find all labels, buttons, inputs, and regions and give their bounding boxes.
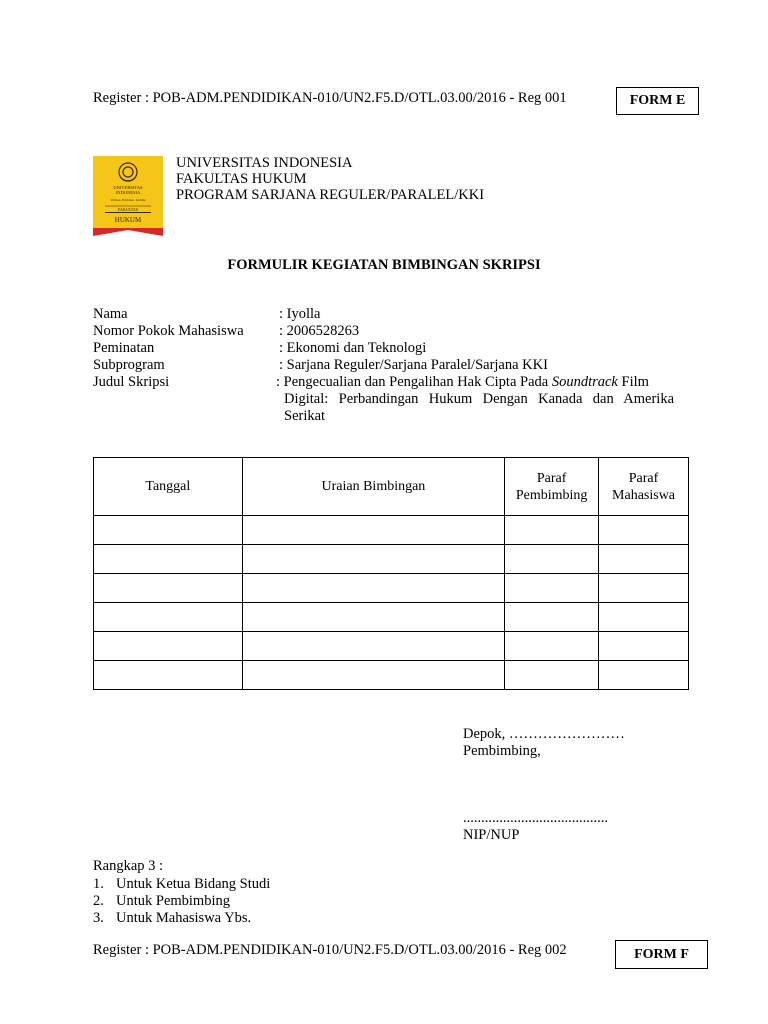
faculty-name: FAKULTAS HUKUM (176, 171, 307, 187)
form-title: FORMULIR KEGIATAN BIMBINGAN SKRIPSI (227, 257, 541, 273)
cell-uraian[interactable] (242, 545, 504, 574)
cell-paraf-pembimbing[interactable] (505, 574, 599, 603)
cell-uraian[interactable] (242, 574, 504, 603)
register-footer: Register : POB-ADM.PENDIDIKAN-010/UN2.F5.D/OTL.03.00/2016 - Reg 002 (93, 942, 567, 958)
form-f-label: FORM F (634, 946, 689, 962)
cell-paraf-mahasiswa[interactable] (599, 632, 689, 661)
program-name: PROGRAM SARJANA REGULER/PARALEL/KKI (176, 187, 485, 203)
field-label-nama: Nama (93, 306, 128, 322)
table-row (94, 603, 689, 632)
field-value-nama: : Iyolla (279, 306, 321, 322)
signature-line: ........................................ (463, 810, 608, 826)
header-paraf-pembimbing: Paraf Pembimbing (505, 458, 599, 516)
field-label-judul: Judul Skripsi (93, 374, 170, 390)
judul-line-3: Serikat (284, 408, 326, 424)
logo-motto: Veritas, Probitas, Iustitia (110, 198, 146, 202)
cell-tanggal[interactable] (94, 632, 243, 661)
guidance-table (93, 457, 689, 690)
university-logo (93, 156, 163, 236)
cell-paraf-mahasiswa[interactable] (599, 516, 689, 545)
cell-tanggal[interactable] (94, 545, 243, 574)
cell-paraf-pembimbing[interactable] (505, 516, 599, 545)
cell-paraf-pembimbing[interactable] (505, 632, 599, 661)
cell-tanggal[interactable] (94, 574, 243, 603)
list-item: 3. Untuk Mahasiswa Ybs. (93, 910, 252, 926)
table-row (94, 574, 689, 603)
header-paraf-mahasiswa: Paraf Mahasiswa (599, 458, 689, 516)
cell-uraian[interactable] (242, 603, 504, 632)
form-e-label: FORM E (629, 93, 686, 108)
cell-paraf-mahasiswa[interactable] (599, 661, 689, 690)
cell-tanggal[interactable] (94, 603, 243, 632)
table-row (94, 545, 689, 574)
cell-tanggal[interactable] (94, 516, 243, 545)
signature-place-date: Depok, …………………… (463, 726, 625, 742)
field-value-peminatan: : Ekonomi dan Teknologi (279, 340, 427, 356)
table-row (94, 632, 689, 661)
cell-paraf-mahasiswa[interactable] (599, 574, 689, 603)
institution-block (176, 155, 484, 203)
cell-paraf-pembimbing[interactable] (505, 545, 599, 574)
register-header: Register : POB-ADM.PENDIDIKAN-010/UN2.F5.D/OTL.03.00/2016 - Reg 001 (93, 90, 567, 106)
university-name: UNIVERSITAS INDONESIA (176, 155, 353, 171)
table-header-row (94, 458, 689, 516)
field-value-npm: : 2006528263 (279, 323, 360, 339)
cell-uraian[interactable] (242, 516, 504, 545)
cell-paraf-pembimbing[interactable] (505, 661, 599, 690)
field-value-subprogram: : Sarjana Reguler/Sarjana Paralel/Sarjana KKI (279, 357, 548, 373)
signature-nip-label: NIP/NUP (463, 827, 520, 843)
header-uraian: Uraian Bimbingan (242, 458, 504, 516)
cell-paraf-mahasiswa[interactable] (599, 603, 689, 632)
header-tanggal: Tanggal (94, 458, 243, 516)
cell-uraian[interactable] (242, 661, 504, 690)
signature-role: Pembimbing, (463, 743, 541, 759)
field-label-npm: Nomor Pokok Mahasiswa (93, 323, 244, 339)
form-e-box (616, 87, 699, 115)
cell-paraf-pembimbing[interactable] (505, 603, 599, 632)
table-row (94, 661, 689, 690)
rangkap-title: Rangkap 3 : (93, 858, 164, 874)
judul-line-1: : Pengecualian dan Pengalihan Hak Cipta Pada Soundtrack Film (276, 374, 649, 390)
logo-faculty-small: FAKULTAS (118, 207, 138, 212)
list-item: 1. Untuk Ketua Bidang Studi (93, 876, 271, 892)
field-label-peminatan: Peminatan (93, 340, 155, 356)
list-item: 2. Untuk Pembimbing (93, 893, 230, 909)
logo-faculty: HUKUM (114, 216, 142, 224)
judul-italic: Soundtrack (551, 374, 618, 390)
judul-line-2: Digital: Perbandingan Hukum Dengan Kanada dan Amerika (284, 391, 674, 407)
table-row (94, 516, 689, 545)
cell-tanggal[interactable] (94, 661, 243, 690)
logo-line1: UNIVERSITAS (113, 185, 143, 190)
cell-uraian[interactable] (242, 632, 504, 661)
logo-line2: INDONESIA (115, 190, 141, 195)
field-label-subprogram: Subprogram (93, 357, 165, 373)
field-value-judul (276, 374, 674, 425)
cell-paraf-mahasiswa[interactable] (599, 545, 689, 574)
form-f-box (615, 940, 708, 969)
